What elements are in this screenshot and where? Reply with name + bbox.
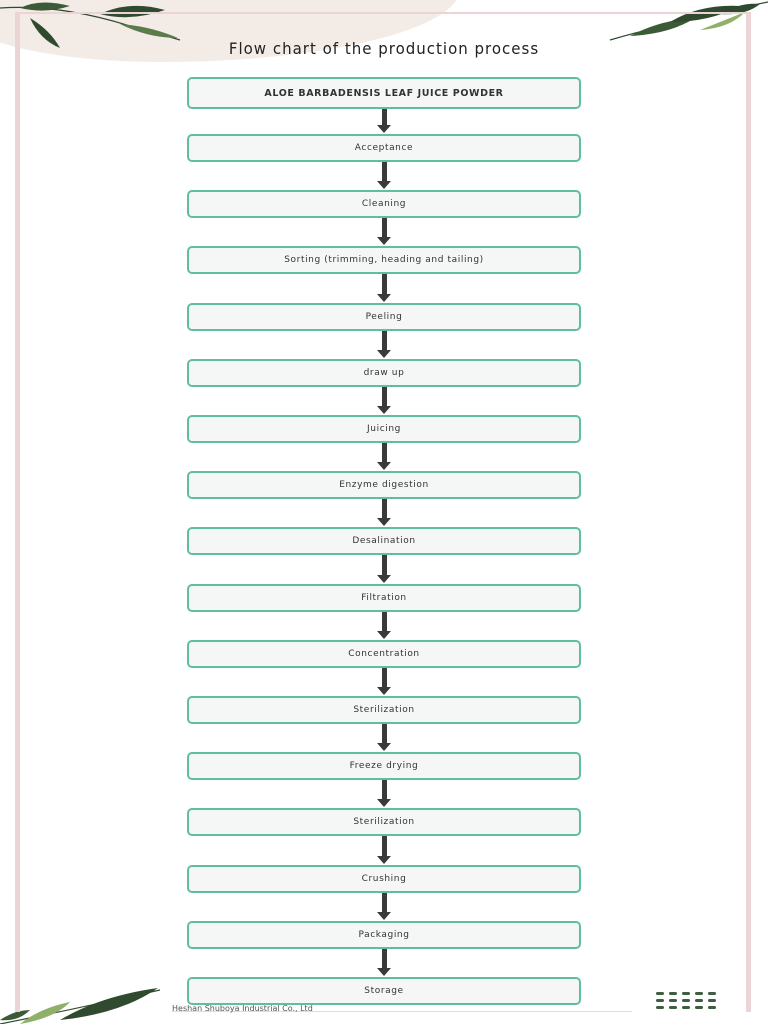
flow-step-3: Cleaning	[187, 190, 581, 218]
flow-arrow-4	[382, 274, 387, 296]
flow-step-16: Packaging	[187, 921, 581, 949]
flow-arrow-11	[382, 668, 387, 689]
flow-arrow-13	[382, 780, 387, 801]
flow-step-6: draw up	[187, 359, 581, 387]
decor-dot	[669, 999, 677, 1002]
flow-step-8: Enzyme digestion	[187, 471, 581, 499]
decor-dot	[682, 992, 690, 995]
flow-step-11: Concentration	[187, 640, 581, 668]
decor-dot	[708, 1006, 716, 1009]
flow-arrow-5	[382, 331, 387, 352]
decor-dot	[656, 999, 664, 1002]
decor-dot	[695, 1006, 703, 1009]
flow-arrow-7	[382, 443, 387, 464]
flow-step-7: Juicing	[187, 415, 581, 443]
flow-arrow-9	[382, 555, 387, 577]
flow-step-13: Freeze drying	[187, 752, 581, 780]
page-title: Flow chart of the production process	[228, 39, 540, 59]
decor-dot	[669, 992, 677, 995]
flow-arrow-1	[382, 109, 387, 127]
flow-step-10: Filtration	[187, 584, 581, 612]
flow-arrow-14	[382, 836, 387, 858]
flow-step-2: Acceptance	[187, 134, 581, 162]
flow-step-12: Sterilization	[187, 696, 581, 724]
flow-arrow-8	[382, 499, 387, 520]
flow-step-17: Storage	[187, 977, 581, 1005]
decor-dot	[669, 1006, 677, 1009]
flow-step-9: Desalination	[187, 527, 581, 555]
flow-step-1: ALOE BARBADENSIS LEAF JUICE POWDER	[187, 77, 581, 109]
decor-dot	[695, 999, 703, 1002]
flow-step-15: Crushing	[187, 865, 581, 893]
decor-dot	[708, 992, 716, 995]
flow-arrow-3	[382, 218, 387, 239]
decor-dot	[708, 999, 716, 1002]
flow-arrow-16	[382, 949, 387, 970]
decor-dot	[695, 992, 703, 995]
decor-dot	[682, 1006, 690, 1009]
decor-dot	[656, 992, 664, 995]
flow-step-4: Sorting (trimming, heading and tailing)	[187, 246, 581, 274]
decor-dot	[682, 999, 690, 1002]
decor-dot	[656, 1006, 664, 1009]
flow-arrow-6	[382, 387, 387, 408]
flow-arrow-10	[382, 612, 387, 633]
flow-arrow-2	[382, 162, 387, 183]
flow-step-14: Sterilization	[187, 808, 581, 836]
flow-arrow-12	[382, 724, 387, 745]
flow-step-5: Peeling	[187, 303, 581, 331]
footer-company: Heshan Shuboya Industrial Co., Ltd	[172, 1004, 313, 1013]
flow-arrow-15	[382, 893, 387, 914]
